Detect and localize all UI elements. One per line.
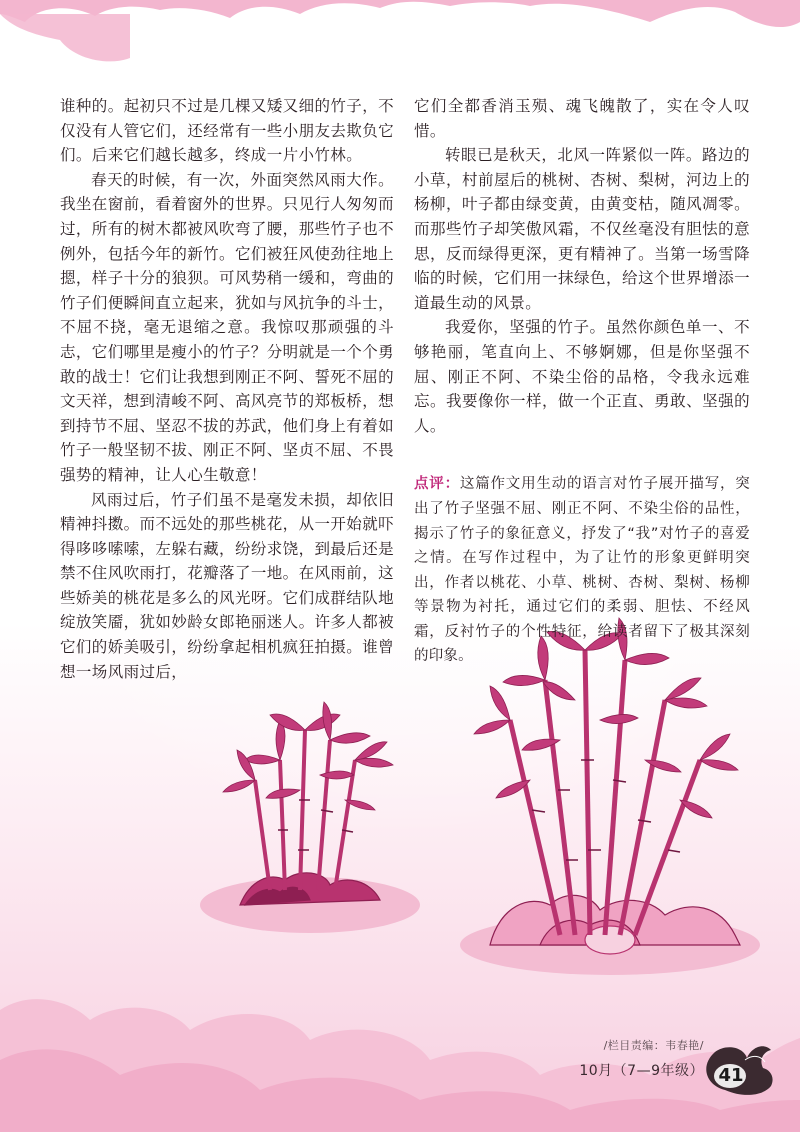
column-editor: /栏目责编：韦春艳/ bbox=[603, 1039, 704, 1052]
paragraph-right-3: 我爱你，坚强的竹子。虽然你颜色单一、不够艳丽，笔直向上、不够婀娜，但是你坚强不屈、刚正不阿、不染尘俗的品格，令我永远难忘。我要像你一样，做一个正直、勇敢、坚强的人。 bbox=[414, 318, 750, 435]
left-text-column bbox=[60, 94, 394, 684]
paragraph-left-1: 谁种的。起初只不过是几棵又矮又细的竹子，不仅没有人管它们，还经常有一些小朋友去欺负它们。后来它们越长越多，终成一片小竹林。 bbox=[60, 97, 394, 165]
paragraph-left-3: 风雨过后，竹子们虽不是毫发未损，却依旧精神抖擞。而不远处的那些桃花，从一开始就吓得哆哆嗦嗦，左躲右藏，纷纷求饶，到最后还是禁不住风吹雨打，花瓣落了一地。在风雨前，这些娇美的桃花是多么的风光呀。它们成群结队地绽放笑靥，犹如妙龄女郎艳丽迷人。许多人都被它们的娇美吸引，纷纷拿起相机疯狂拍摄。谁曾想一场风雨过后， bbox=[60, 490, 394, 681]
paragraph-right-2: 转眼已是秋天，北风一阵紧似一阵。路边的小草，村前屋后的桃树、杏树、梨树，河边上的杨柳，叶子都由绿变黄，由黄变枯，随风凋零。而那些竹子却笑傲风霜，不仅丝毫没有胆怯的意思，反而绿得更深，更有精神了。当第一场雪降临的时候，它们用一抹绿色，给这个世界增添一道最生动的风景。 bbox=[414, 146, 750, 312]
paragraph-right-1: 它们全都香消玉殒、魂飞魄散了，实在令人叹惜。 bbox=[414, 97, 750, 140]
paragraph-left-2: 春天的时候，有一次，外面突然风雨大作。我坐在窗前，看着窗外的世界。只见行人匆匆而过，所有的树木都被风吹弯了腰，那些竹子也不例外，包括今年的新竹。它们被狂风使劲往地上摁，样子十分的狼狈。可风势稍一缓和，弯曲的竹子们便瞬间直立起来，犹如与风抗争的斗士，不屈不挠，毫无退缩之意。我惊叹那顽强的斗志，它们哪里是瘦小的竹子？分明就是一个个勇敢的战士！它们让我想到刚正不阿、誓死不屈的文天祥，想到清峻不阿、高风亮节的郑板桥，想到持节不屈、坚忍不拔的苏武，他们身上有着如竹子一般坚韧不拔、刚正不阿、坚贞不屈、不畏强势的精神，让人心生敬意！ bbox=[60, 170, 394, 484]
page-number: 41 bbox=[718, 1064, 744, 1086]
comment-text: 这篇作文用生动的语言对竹子展开描写，突出了竹子坚强不屈、刚正不阿、不染尘俗的品性，揭示了竹子的象征意义，抒发了“我”对竹子的喜爱之情。在写作过程中，为了让竹的形象更鲜明突出，作者以桃花、小草、桃树、杏树、梨树、杨柳等景物为衬托，通过它们的柔弱、胆怯、不经风霜，反衬竹子的个性特征，给读者留下了极其深刻的印象。 bbox=[414, 476, 750, 665]
issue-label: 10月（7—9年级） bbox=[579, 1063, 704, 1079]
comment-label: 点评： bbox=[414, 476, 460, 493]
editor-comment bbox=[414, 472, 750, 669]
right-text-column bbox=[414, 94, 750, 669]
